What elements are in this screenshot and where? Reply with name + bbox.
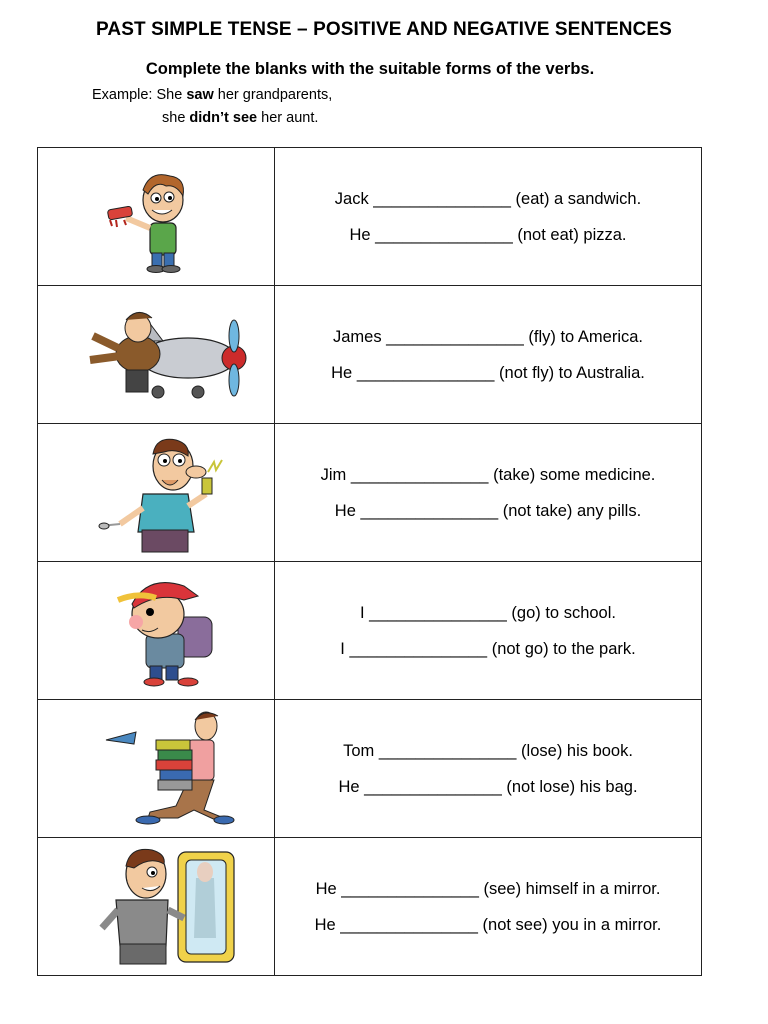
exercise-row [38,700,702,838]
man-taking-medicine-illustration [38,424,274,561]
sentence-cell [275,286,702,424]
negative-sentence: He _______________ (not eat) pizza. [349,225,627,244]
sentence-cell [275,148,702,286]
positive-sentence: He _______________ (see) himself in a mirror. [315,879,661,898]
negative-sentence: He _______________ (not lose) his bag. [338,777,638,796]
positive-sentence: Tom _______________ (lose) his book. [343,741,633,760]
positive-sentence: James _______________ (fly) to America. [332,327,644,346]
exercise-row [38,148,702,286]
sentence-cell [275,424,702,562]
page-title: PAST SIMPLE TENSE – POSITIVE AND NEGATIVE SENTENCES [96,19,672,40]
exercise-row [38,838,702,976]
example-line-2: she didn’t see her aunt. [162,110,319,126]
man-carrying-books-illustration [38,700,274,837]
exercise-table [37,147,702,976]
pilot-with-airplane-illustration [38,286,274,423]
positive-sentence: Jack _______________ (eat) a sandwich. [334,189,642,208]
example-label: Example: [92,87,153,103]
negative-sentence: I _______________ (not go) to the park. [340,639,636,658]
man-looking-in-mirror-illustration [38,838,274,975]
instructions: Complete the blanks with the suitable forms of the verbs. [145,60,595,78]
sentence-cell [275,838,702,976]
negative-sentence: He _______________ (not fly) to Australia. [331,363,645,382]
boy-eating-sandwich-illustration [38,148,274,285]
picture-cell [38,424,275,562]
picture-cell [38,148,275,286]
example-verb-negative: didn’t see [189,110,258,126]
exercise-row [38,562,702,700]
sentence-cell [275,700,702,838]
negative-sentence: He _______________ (not see) you in a mirror. [314,915,662,934]
picture-cell [38,286,275,424]
exercise-row [38,286,702,424]
example-line-1: Example: She saw her grandparents, [92,87,333,103]
negative-sentence: He _______________ (not take) any pills. [334,501,642,520]
picture-cell [38,700,275,838]
picture-cell [38,838,275,976]
sentence-cell [275,562,702,700]
exercise-row [38,424,702,562]
example-verb-positive: saw [186,87,214,103]
boy-going-to-school-illustration [38,562,274,699]
picture-cell [38,562,275,700]
positive-sentence: I _______________ (go) to school. [360,603,616,622]
positive-sentence: Jim _______________ (take) some medicine. [320,465,656,484]
